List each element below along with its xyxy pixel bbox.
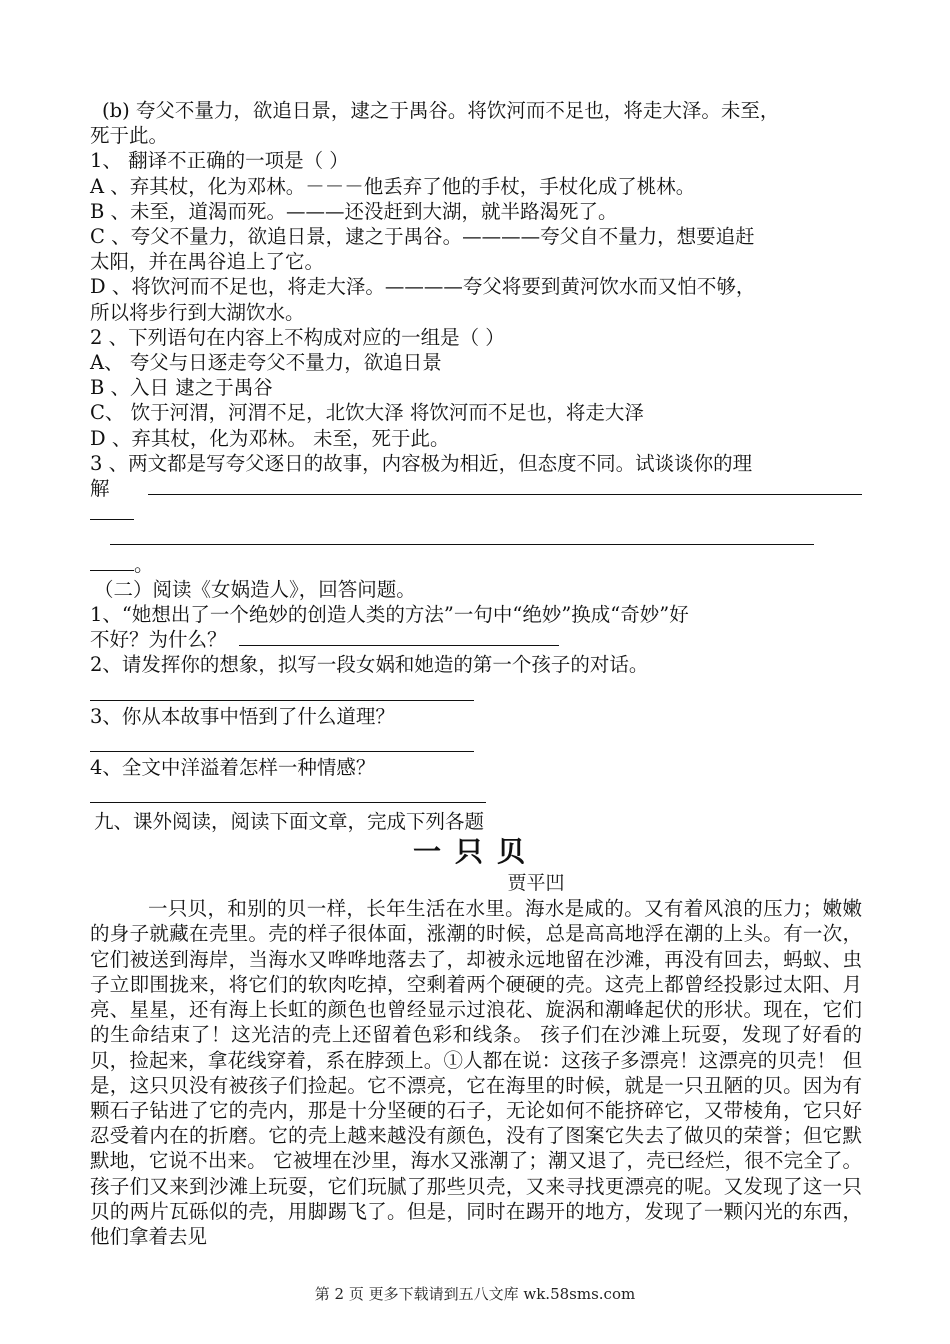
section-b-intro-cont: 死于此。: [90, 124, 169, 148]
q2-option-d: D 、弃其杖，化为邓林。 未至，死于此。: [90, 426, 450, 450]
section-b-intro: (b) 夸父不量力，欲追日景，逮之于禺谷。将饮河而不足也，将走大泽。未至，: [102, 99, 780, 122]
section-nine-heading: 九、课外阅读，阅读下面文章，完成下列各题: [94, 810, 485, 834]
s2-q3: 3、你从本故事中悟到了什么道理？: [90, 704, 395, 728]
q1-option-d: D 、将饮河而不足也，将走大泽。————夸父将要到黄河饮水而又怕不够，: [90, 275, 756, 299]
q1-option-c: C 、夸父不量力，欲追日景，逮之于禺谷。————夸父自不量力，想要追赶: [90, 225, 755, 249]
s2-q1-answer-blank[interactable]: [239, 627, 559, 646]
s2-q1-line2: [90, 627, 862, 652]
q3-label: 解: [90, 477, 110, 501]
section-two-heading: （二）阅读《女娲造人》，回答问题。: [94, 577, 416, 601]
q1-option-c-cont: 太阳，并在禺谷追上了它。: [90, 250, 325, 274]
q1-option-d-cont: 所以将步行到大湖饮水。: [90, 300, 305, 324]
q3-answer-blank-1[interactable]: [148, 476, 862, 495]
article-body: 一只贝，和别的贝一样，长年生活在水里。海水是咸的。又有着风浪的压力；嫩嫩的身子就藏在壳里。壳的样子很体面，涨潮的时候，总是高高地浮在潮的上头。有一次，它们被送到海岸，当海水又哗哗地落去了，却被永远地留在沙滩，再没有回去，蚂蚁、虫子立即围拢来，将它们的软肉吃掉，空剩着两个硬硬的壳。这壳上都曾经投影过太阳、月亮、星星，还有海上长虹的颜色也曾经显示过浪花、旋涡和潮峰起伏的形状。现在，它们的生命结束了！这光洁的壳上还留着色彩和线条。 孩子们在沙滩上玩耍，发现了好看的贝，捡起来，拿花线穿着，系在脖颈上。①人都在说：这孩子多漂亮！这漂亮的贝壳！ 但是，这只贝没有被孩子们捡起。它不漂亮，它在海里的时候，就是一只丑陋的贝。因为有颗石子钻进了它的壳内，那是十分坚硬的石子，无论如何不能挤碎它，又带棱角，它只好忍受着内在的折磨。它的壳上越来越没有颜色，没有了图案它失去了做贝的荣誉；但它默默地，它说不出来。 它被埋在沙里，海水又涨潮了；潮又退了，壳已经烂，很不完全了。 孩子们又来到沙滩上玩耍，它们玩腻了那些贝壳，又来寻找更漂亮的呢。又发现了这一只贝的两片瓦砾似的壳，用脚踢飞了。但是，同时在踢开的地方，发现了一颗闪光的东西，他们拿着去见: [90, 897, 862, 1248]
q3-answer-line-2: [90, 501, 862, 551]
s2-q4-answer-blank[interactable]: [90, 780, 486, 803]
q1-stem: 1、 翻译不正确的一项是（ ）: [90, 149, 349, 173]
article-author: 贾平凹: [507, 872, 565, 895]
q3-answer-blank-4[interactable]: [90, 552, 134, 571]
q3-stem: 3 、两文都是写夸父逐日的故事，内容极为相近，但态度不同。试谈谈你的理: [90, 451, 753, 475]
q3-end-mark: 。: [134, 552, 154, 576]
q1-option-a: A 、弃其杖，化为邓林。－－－他丢弃了他的手杖，手杖化成了桃林。: [90, 174, 696, 198]
q1-option-b: B 、未至，道渴而死。———还没赶到大湖，就半路渴死了。: [90, 199, 618, 223]
s2-q4: 4、全文中洋溢着怎样一种情感？: [90, 755, 376, 779]
s2-q3-answer-blank[interactable]: [90, 729, 474, 752]
q2-option-c: C、 饮于河渭，河渭不足，北饮大泽 将饮河而不足也，将走大泽: [90, 401, 644, 425]
q2-stem: 2 、下列语句在内容上不构成对应的一组是（ ）: [90, 325, 505, 349]
s2-q1-line2-text: 不好？为什么？: [90, 628, 227, 652]
s2-q2-answer-blank[interactable]: [90, 678, 474, 701]
q3-answer-blank-3[interactable]: [110, 526, 814, 545]
s2-q1-line1: 1、“她想出了一个绝妙的创造人类的方法”一句中“绝妙”换成“奇妙”好: [90, 603, 689, 627]
page-footer: 第 2 页 更多下载请到五八文库 wk.58sms.com: [314, 1285, 636, 1303]
q2-option-b: B 、入日 逮之于禺谷: [90, 376, 273, 400]
s2-q2: 2、请发挥你的想象，拟写一段女娲和她造的第一个孩子的对话。: [90, 653, 649, 677]
q3-answer-blank-2[interactable]: [90, 501, 134, 520]
q2-option-a: A、 夸父与日逐走夸父不量力，欲追日景: [90, 351, 442, 375]
document-content: [90, 98, 862, 1249]
q3-answer-line-1: [90, 476, 862, 501]
q3-answer-line-3: [90, 552, 862, 577]
article-title: 一只贝: [412, 835, 539, 869]
